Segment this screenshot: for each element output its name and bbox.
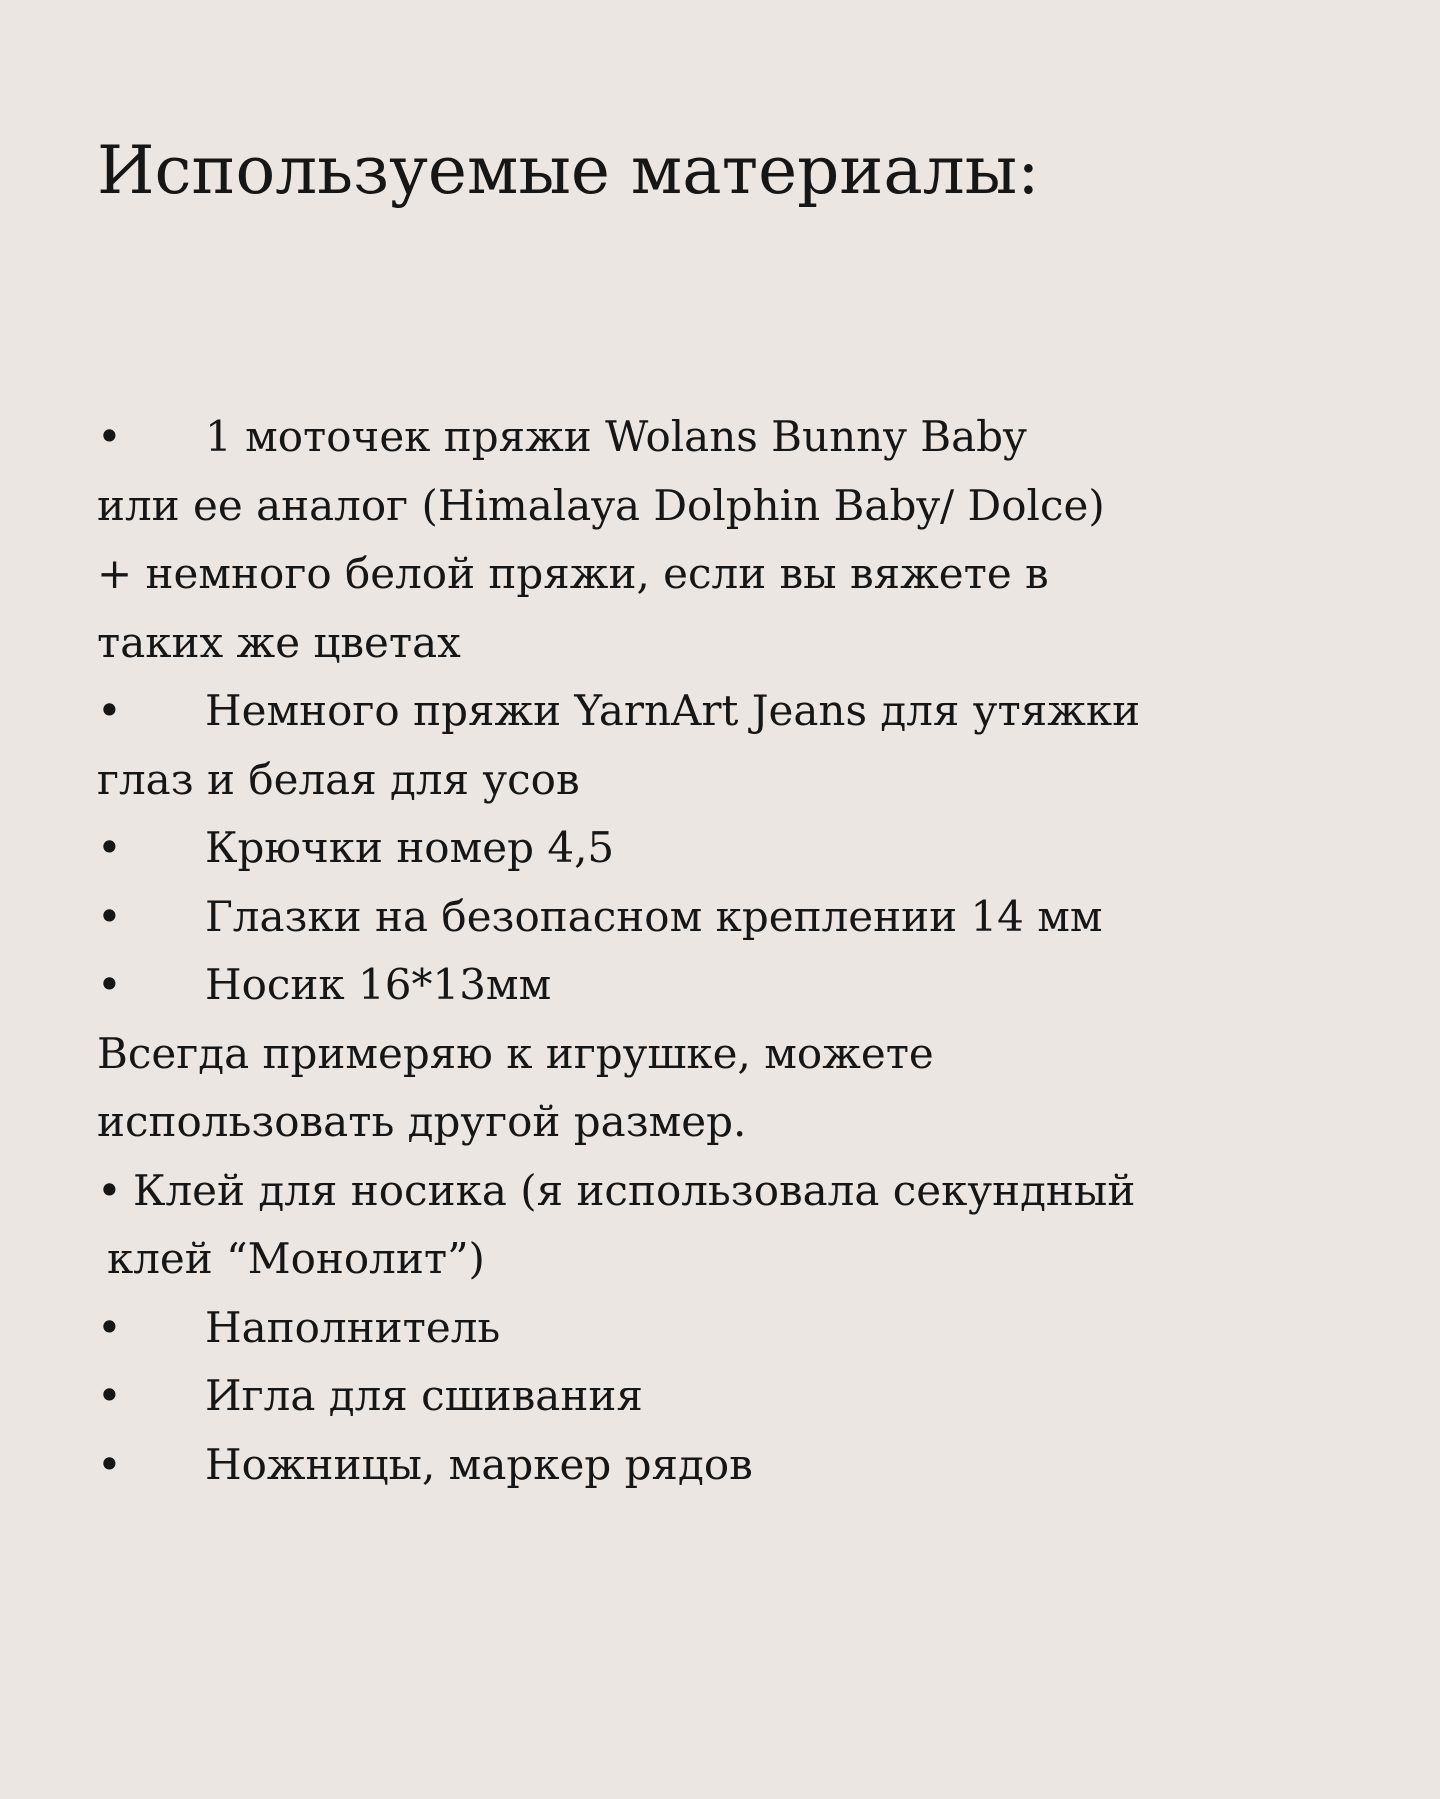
- bullet-icon: •: [97, 1371, 122, 1420]
- bullet-icon: •: [97, 1165, 122, 1215]
- list-item-text: Наполнитель: [205, 1302, 501, 1352]
- bullet-icon: •: [97, 686, 122, 735]
- list-item-text: Ножницы, маркер рядов: [205, 1439, 753, 1489]
- text-line: или ее аналог (Himalaya Dolphin Baby/ Dolce): [97, 480, 1105, 530]
- list-item: [97, 403, 1397, 472]
- text-line: Всегда примеряю к игрушке, можете: [97, 1028, 934, 1078]
- list-item: [97, 1157, 1397, 1226]
- list-item: [97, 1431, 1397, 1500]
- list-item-text: Носик 16*13мм: [205, 960, 552, 1009]
- list-item-text: 1 моточек пряжи Wolans Bunny Baby: [205, 412, 1027, 461]
- bullet-icon: •: [97, 823, 122, 872]
- list-item-text: Глазки на безопасном креплении 14 мм: [205, 891, 1103, 941]
- text-line: клей “Монолит”): [107, 1234, 485, 1283]
- bullet-icon: •: [97, 960, 122, 1009]
- list-item: [97, 951, 1397, 1020]
- text-line: + немного белой пряжи, если вы вяжете в: [97, 549, 1049, 598]
- list-item: [97, 677, 1397, 746]
- bullet-icon: •: [97, 1439, 122, 1489]
- bullet-icon: •: [97, 1302, 122, 1352]
- list-item: [97, 814, 1397, 883]
- bullet-icon: •: [97, 412, 122, 461]
- list-item-text: Немного пряжи YarnArt Jeans для утяжки: [205, 686, 1141, 735]
- text-line: использовать другой размер.: [97, 1097, 747, 1146]
- list-item: [97, 883, 1397, 952]
- text-line: глаз и белая для усов: [97, 754, 580, 804]
- list-item-text: Клей для носика (я использовала секундный: [133, 1165, 1136, 1215]
- list-item: [97, 1362, 1397, 1431]
- materials-list: [97, 403, 1397, 1499]
- page-title: Используемые материалы:: [97, 132, 1040, 209]
- list-item-text: Крючки номер 4,5: [205, 823, 615, 872]
- list-item: [97, 1294, 1397, 1363]
- list-item-text: Игла для сшивания: [205, 1371, 643, 1420]
- bullet-icon: •: [97, 891, 122, 941]
- text-line: таких же цветах: [97, 617, 461, 667]
